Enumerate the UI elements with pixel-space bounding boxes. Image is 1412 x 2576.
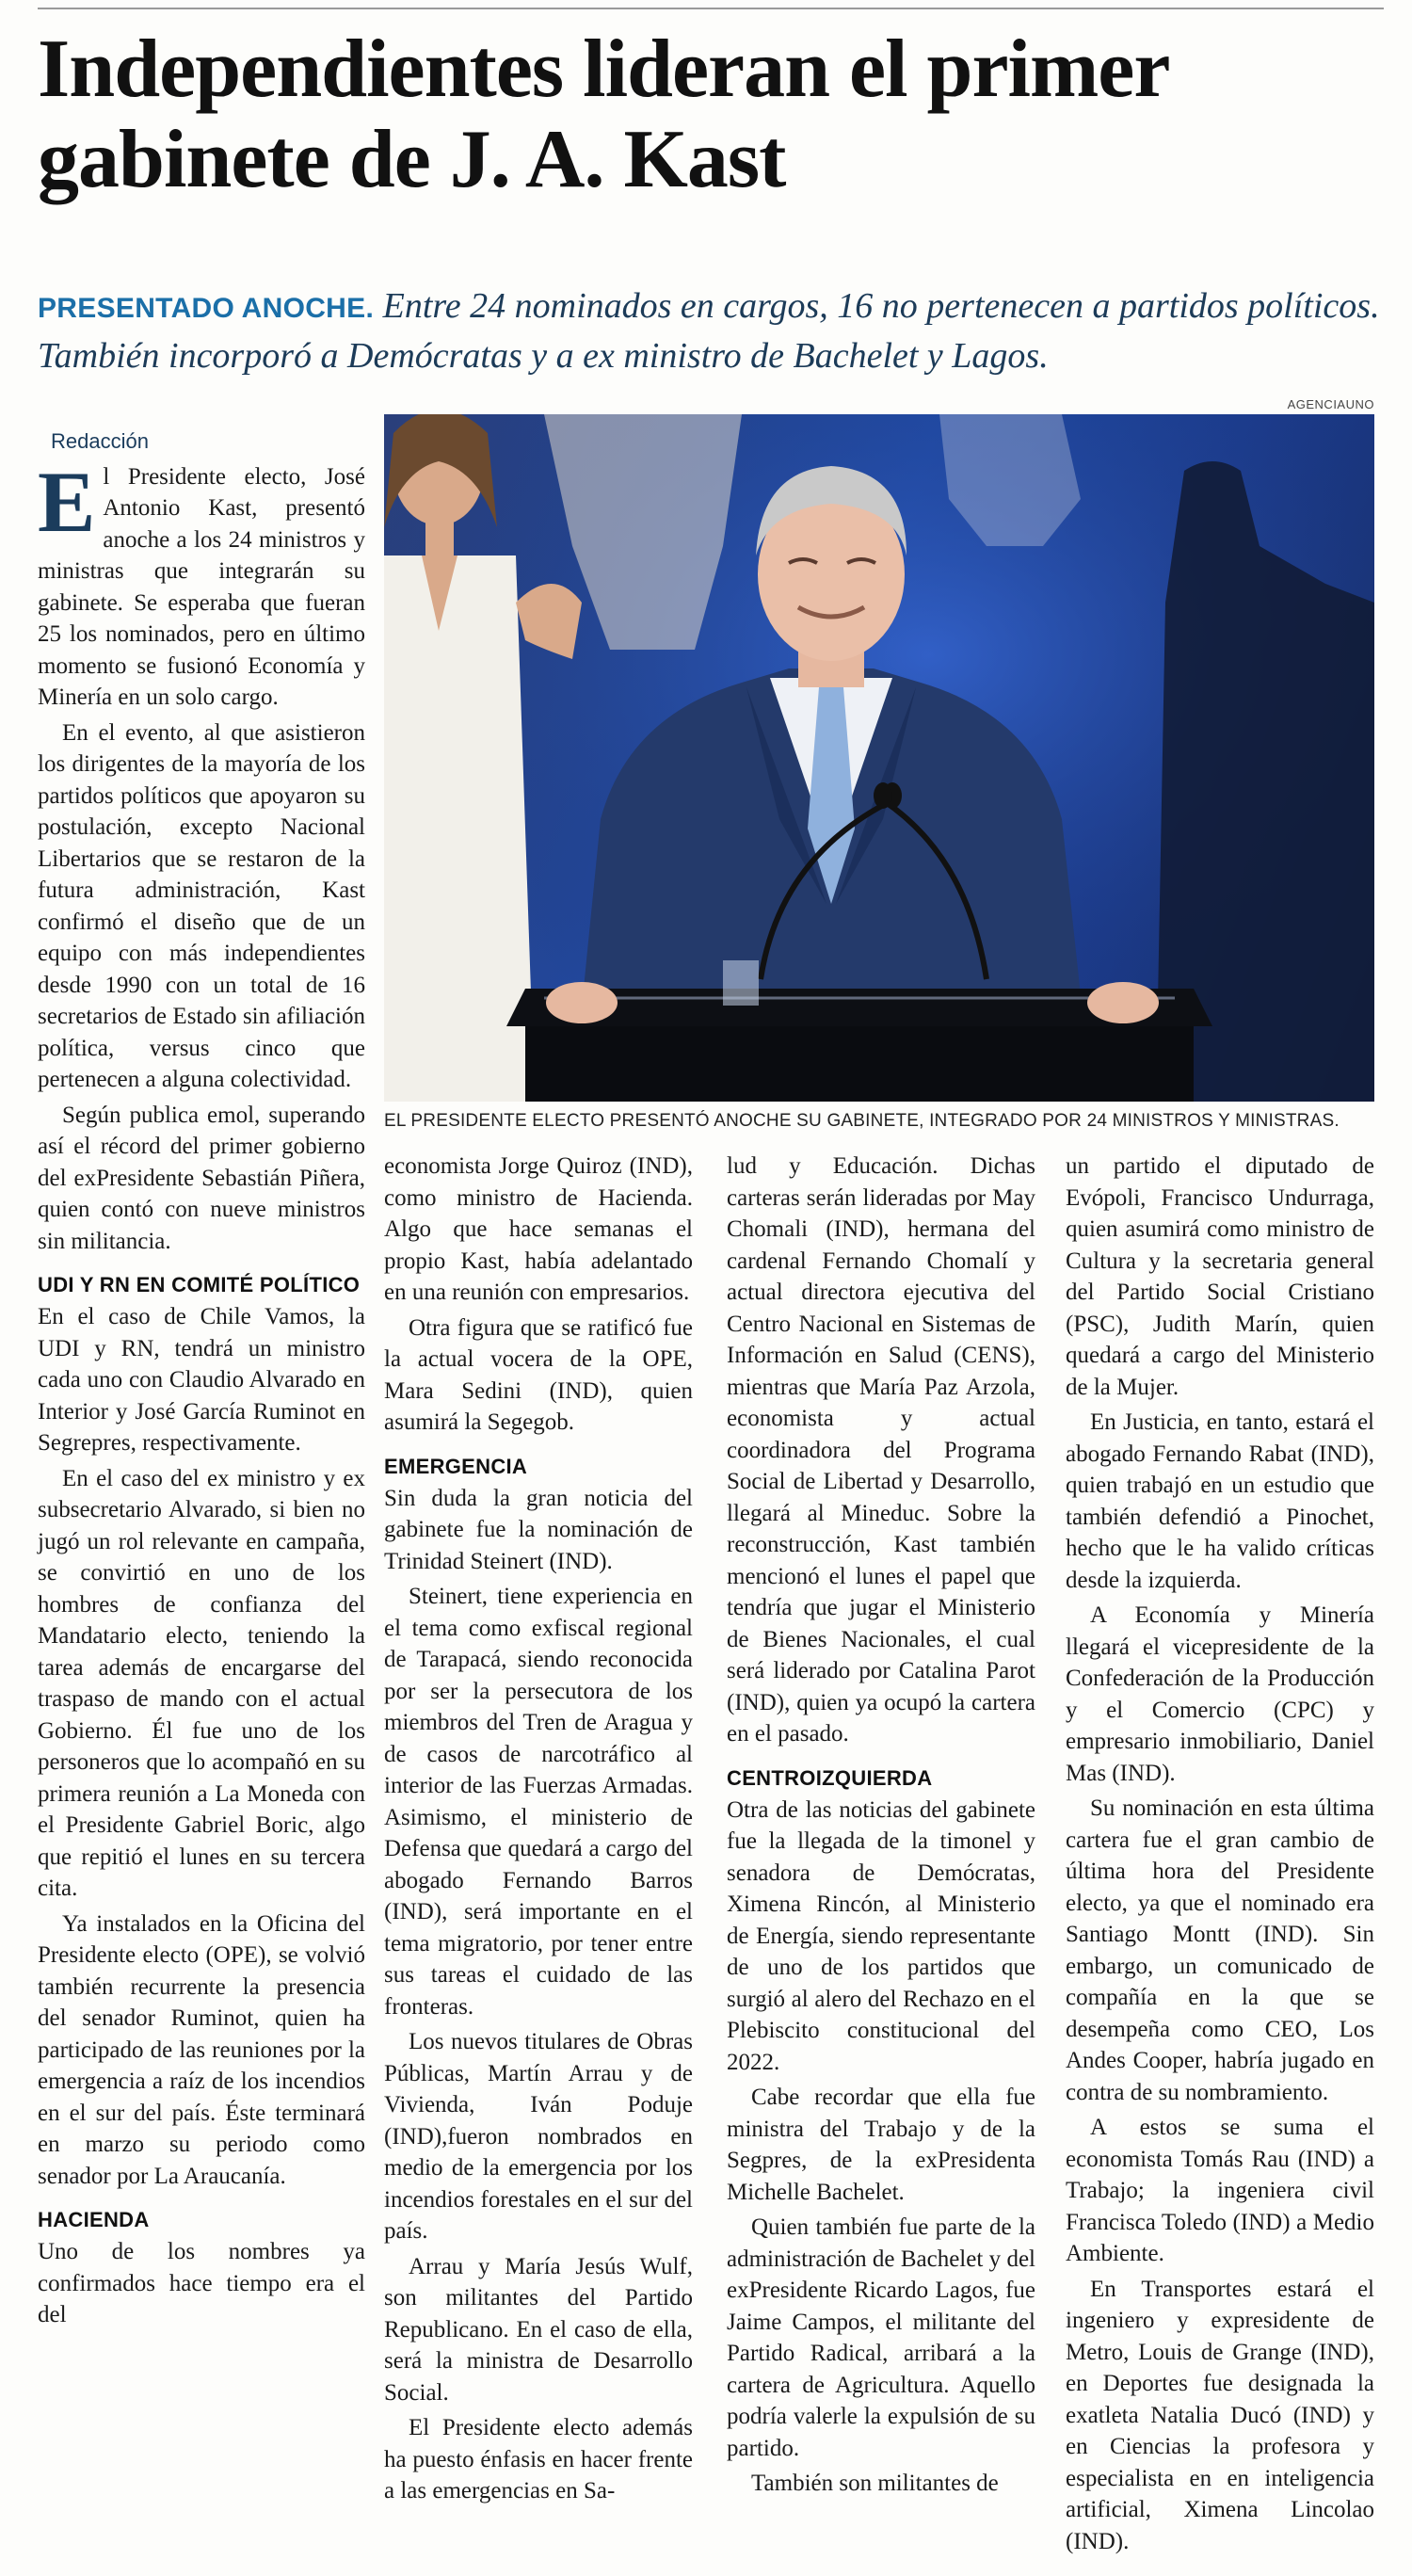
article-column-4 [1066,1151,1374,2561]
deck-text: Entre 24 nominados en cargos, 16 no pertenecen a partidos políticos. También incorporó a Demócratas y a ex ministro de Bachelet y Lagos. [38,286,1380,376]
paragraph: En el caso de Chile Vamos, la UDI y RN, tendrá un ministro cada uno con Claudio Alvarado en Interior y José García Ruminot en Segrepres, respectivamente. [38,1304,365,1456]
subheading: CENTROIZQUIERDA [727,1765,933,1790]
paragraph: Su nominación en esta última cartera fue el gran cambio de última hora del Presidente electo, ya que el nominado era Santiago Montt (IND). Sin embargo, un comunicado de compañía en la que se desempeña como CEO, Los Andes Cooper, habría jugado en contra de su nombramiento. [1066,1795,1374,2105]
byline: Redacción [51,429,149,453]
top-rule [38,8,1384,9]
paragraph: En Transportes estará el ingeniero y expresidente de Metro, Louis de Grange (IND), en Deportes fue designada la exatleta Natalia Ducó (IND) y en Ciencias la profesora y especialista en en inteligencia artificial, Ximena Lincolao (IND). [1066,2276,1374,2554]
article-column-1 [38,426,365,2335]
deck [38,282,1393,379]
paragraph: En Justicia, en tanto, estará el abogado Fernando Rabat (IND), quien trabajó en un estudio que también defendió a Pinochet, hecho que le ha valido críticas desde la izquierda. [1066,1409,1374,1593]
paragraph: Cabe recordar que ella fue ministra del Trabajo y de la Segpres, de la exPresidenta Michelle Bachelet. [727,2085,1035,2205]
paragraph: Quien también fue parte de la administración de Bachelet y del exPresidente Ricardo Lagos, fue Jaime Campos, el militante del Partido Radical, arribará a la cartera de Agricultura. Aquello podría valerle la expulsión de su partido. [727,2214,1035,2461]
subheading: EMERGENCIA [384,1454,528,1478]
paragraph: Ya instalados en la Oficina del Presidente electo (OPE), se volvió también recurrente la presencia del senador Ruminot, quien ha participado de las reuniones por la emergencia a raíz de los incendios en el sur del país. Éste terminará en marzo su periodo como senador por La Araucanía. [38,1910,365,2189]
paragraph: A estos se suma el economista Tomás Rau (IND) a Trabajo; la ingeniera civil Francisca Toledo (IND) a Medio Ambiente. [1066,2115,1374,2266]
photo-caption: EL PRESIDENTE ELECTO PRESENTÓ ANOCHE SU GABINETE, INTEGRADO POR 24 MINISTROS Y MINISTRAS. [384,1111,1340,1131]
paragraph: un partido el diputado de Evópoli, Francisco Undurraga, quien asumirá como ministro de Cultura y la secretaria general del Partido Social Cristiano (PSC), Judith Marín, quien quedará a cargo del Ministerio de la Mujer. [1066,1153,1374,1400]
paragraph: Otra de las noticias del gabinete fue la llegada de la timonel y senadora de Demócratas, Ximena Rincón, al Ministerio de Energía, siendo representante de uno de los partidos que surgió al alero del Rechazo en el Plebiscito constitucional del 2022. [727,1796,1035,2075]
paragraph: Sin duda la gran noticia del gabinete fue la nominación de Trinidad Steinert (IND). [384,1485,693,1574]
paragraph: Uno de los nombres ya confirmados hace tiempo era el del [38,2239,365,2327]
paragraph: Según publica emol, superando así el récord del primer gobierno del exPresidente Sebastián Piñera, quien contó con nueve ministros sin militancia. [38,1102,365,1254]
paragraph: En el evento, al que asistieron los dirigentes de la mayoría de los partidos políticos que apoyaron su postulación, excepto Nacional Libertarios que se restaron de la futura administración, Kast confirmó el diseño que de un equipo con más independientes desde 1990 con un total de 16 secretarios de Estado sin afiliación política, versus cinco que pertenecen a alguna colectividad. [38,719,365,1092]
paragraph [38,453,365,714]
article-column-2 [384,1151,693,2511]
subheading: UDI Y RN EN COMITÉ POLÍTICO [38,1273,361,1296]
article-column-3 [727,1151,1035,2504]
deck-kicker: PRESENTADO ANOCHE. [38,293,375,324]
article-photo [384,414,1374,1102]
photo-illustration [384,414,1374,1102]
paragraph: lud y Educación. Dichas carteras serán lideradas por May Chomali (IND), hermana del cardenal Fernando Chomalí y actual directora ejecutiva del Centro Nacional en Sistemas de Información en Salud (CENS), mientras que María Paz Arzola, economista y actual coordinadora del Programa Social de Libertad y Desarrollo, llegará al Mineduc. Sobre la reconstrucción, Kast también mencionó el lunes el papel que tendría que jugar el Ministerio de Bienes Nacionales, el cual será liderado por Catalina Parot (IND), quien ya ocupó la cartera en el pasado. [727,1153,1035,1747]
paragraph: Steinert, tiene experiencia en el tema como exfiscal regional de Tarapacá, siendo reconocida por ser la persecutora de los miembros del Tren de Aragua y de casos de narcotráfico al interior de las Fuerzas Armadas. Asimismo, el ministerio de Defensa que quedará a cargo del abogado Fernando Barros (IND), será importante en el tema migratorio, por tener entre sus tareas el cuidado de las fronteras. [384,1584,693,2020]
paragraph: Otra figura que se ratificó fue la actual vocera de la OPE, Mara Sedini (IND), quien asumirá la Segegob. [384,1314,693,1435]
headline: Independientes lideran el primer gabinete de J. A. Kast [38,24,1168,205]
subheading: HACIENDA [38,2208,150,2231]
paragraph: También son militantes de [751,2471,999,2496]
paragraph: Arrau y María Jesús Wulf, son militantes del Partido Republicano. En el caso de ella, será la ministra de Desarrollo Social. [384,2253,693,2406]
paragraph: economista Jorge Quiroz (IND), como ministro de Hacienda. Algo que hace semanas el propio Kast, había adelantado en una reunión con empresarios. [384,1153,693,1305]
photo-credit: AGENCIAUNO [1287,397,1374,411]
drop-cap: E [38,453,96,550]
paragraph: Los nuevos titulares de Obras Públicas, Martín Arrau y de Vivienda, Iván Poduje (IND),fueron nombrados en medio de la emergencia por los incendios forestales en el sur del país. [384,2029,693,2244]
paragraph: El Presidente electo además ha puesto énfasis en hacer frente a las emergencias en Sa- [384,2415,693,2504]
paragraph-text: l Presidente electo, José Antonio Kast, presentó anoche a los 24 ministros y ministras que integrarán su gabinete. Se esperaba que fueran 25 los nominados, pero en último momento se fusionó Economía y Minería en un solo cargo. [38,463,365,710]
paragraph: A Economía y Minería llegará el vicepresidente de la Confederación de la Producción y el Comercio (CPC) y empresario inmobiliario, Daniel Mas (IND). [1066,1602,1374,1786]
paragraph: En el caso del ex ministro y ex subsecretario Alvarado, si bien no jugó un rol relevante en campaña, se convirtió en uno de los hombres de confianza del Mandatario electo, teniendo la tarea además de encargarse del traspaso de mando con el actual Gobierno. Él fue uno de los personeros que lo acompañó en su primera reunión a La Moneda con el Presidente Gabriel Boric, algo que repitió el lunes en su tercera cita. [38,1465,365,1901]
